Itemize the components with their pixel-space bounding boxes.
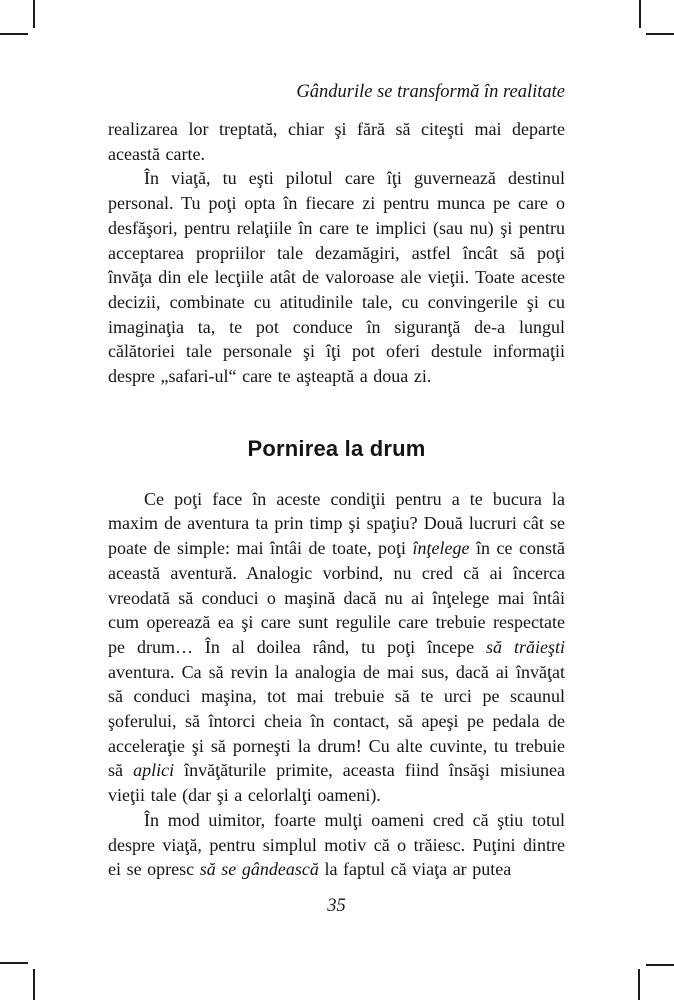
paragraph — [108, 117, 565, 166]
text-segment: realizarea lor treptată, chiar şi fără să citeşti mai departe această carte. — [108, 119, 565, 164]
paragraphs-after-heading — [108, 487, 565, 882]
paragraphs-before-heading — [108, 117, 565, 389]
text-segment: în ce constă această aventură. Analogic vorbind, nu cred că ai încerca vreodată să conduci o maşină dacă nu ai înţelege mai întâi cum operează ea şi care sunt regulile care trebuie respectate pe drum… În al doilea rând, tu poţi începe — [108, 538, 565, 657]
text-segment: învăţăturile primite, aceasta fiind însăşi misiunea vieţii tale (dar şi a celorlalţi oameni). — [108, 760, 566, 806]
italic-text-segment: aplici — [133, 760, 175, 781]
crop-mark-bottom-left-horizontal — [0, 962, 28, 964]
crop-mark-bottom-right-horizontal — [646, 964, 674, 966]
crop-mark-top-right-vertical — [639, 0, 641, 28]
paragraph — [108, 166, 565, 388]
text-column — [108, 117, 565, 882]
italic-text-segment: să se gândească — [199, 859, 319, 880]
crop-mark-top-right-horizontal — [646, 33, 674, 35]
page-number: 35 — [327, 896, 346, 916]
running-header: Gândurile se transformă în realitate — [296, 82, 565, 102]
text-segment: În mod uimitor, foarte mulţi oameni cred că ştiu totul despre viaţă, pentru simplul motiv că o trăiesc. Puţini dintre ei se opresc — [108, 809, 565, 880]
crop-mark-bottom-left-vertical — [33, 969, 35, 1000]
italic-text-segment: să trăieşti — [486, 636, 565, 657]
text-segment: În viaţă, tu eşti pilotul care îţi guvernează destinul personal. Tu poţi opta în fiecare zi pentru munca pe care o desfăşori, pentru relaţiile în care te implici (sau nu) şi pentru acceptarea propriilor tale dezamăgiri, astfel încât să poţi învăţa din ele lecţiile atât de valoroase ale vieţii. Toate aceste decizii, combinate cu atitudinile tale, cu convingerile şi cu imaginaţia ta, te pot conduce în siguranţă de-a lungul călătoriei tale personale şi îţi pot oferi destule informaţii despre „safari-ul“ care te aşteaptă a doua zi. — [108, 168, 565, 387]
paragraph — [108, 808, 565, 882]
crop-mark-top-left-horizontal — [0, 33, 28, 35]
text-segment: aventura. Ca să revin la analogia de mai sus, dacă ai învăţat să conduci maşina, tot mai trebuie să te urci pe scaunul şoferului, să întorci cheia în contact, să apeşi pe pedala de acceleraţie şi să porneşti la drum! Cu alte cuvinte, tu trebuie să — [108, 661, 565, 781]
crop-mark-top-left-vertical — [33, 0, 35, 28]
text-segment: la faptul că viaţa ar putea — [318, 859, 512, 880]
section-heading: Pornirea la drum — [247, 435, 426, 461]
text-segment: Ce poţi face în aceste condiţii pentru a te bucura la maxim de aventura ta prin timp şi spaţiu? Două lucruri cât se poate de simple: mai întâi de toate, poţi — [108, 488, 565, 559]
paragraph — [108, 487, 565, 808]
italic-text-segment: înţelege — [412, 538, 470, 559]
crop-mark-bottom-right-vertical — [638, 969, 640, 1000]
